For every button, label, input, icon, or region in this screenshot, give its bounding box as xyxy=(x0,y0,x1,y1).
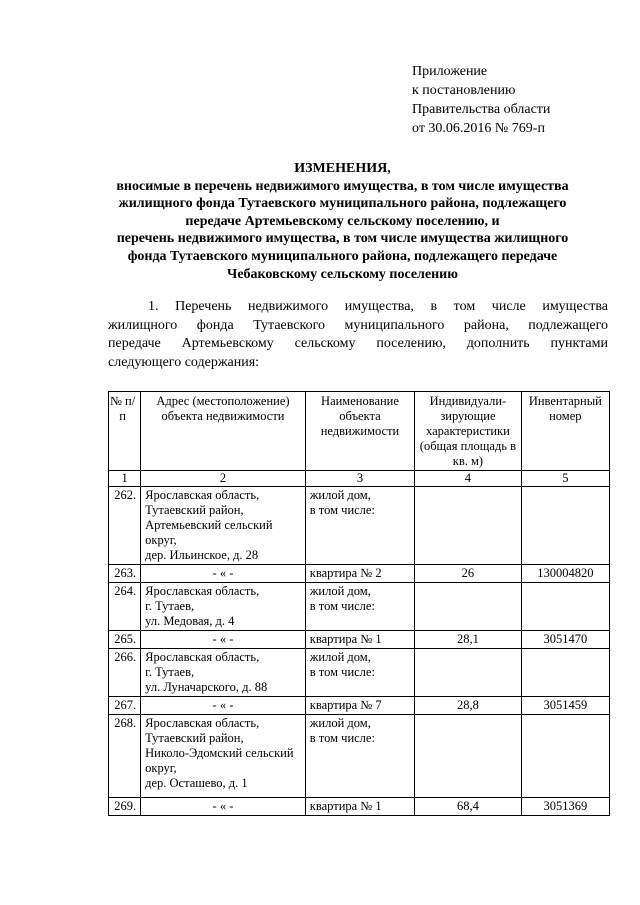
appendix-line: к постановлению xyxy=(412,83,516,98)
address-line: Ярославская область, xyxy=(145,488,260,502)
row-number: 267. xyxy=(109,697,141,715)
row-address-ditto: - « - xyxy=(141,631,306,649)
row-address xyxy=(141,715,306,798)
address-line: Ярославская область, xyxy=(145,584,260,598)
title-line: жилищного фонда Тутаевского муниципального района, подлежащего xyxy=(118,196,567,212)
title-line: перечень недвижимого имущества, в том числе имущества жилищного xyxy=(116,231,569,247)
row-inventory: 3051459 xyxy=(521,697,609,715)
address-line: Ярославская область, xyxy=(145,650,260,664)
table-row xyxy=(109,565,610,583)
address-line: Тутаевский район, xyxy=(145,731,244,745)
paragraph-line: 1. Перечень недвижимого имущества, в том числе имущества xyxy=(148,299,608,314)
address-line: округ, xyxy=(145,761,177,775)
row-address-ditto: - « - xyxy=(141,697,306,715)
row-object-name: квартира № 1 xyxy=(305,631,414,649)
row-object-name: квартира № 7 xyxy=(305,697,414,715)
header-name: Наименование объекта недвижимости xyxy=(305,392,414,471)
appendix-line: от 30.06.2016 № 769-п xyxy=(412,121,545,136)
row-number: 268. xyxy=(109,715,141,798)
row-area: 28,8 xyxy=(415,697,521,715)
title-line: вносимые в перечень недвижимого имущества, в том числе имущества xyxy=(116,178,569,194)
address-line: округ, xyxy=(145,533,177,547)
row-number: 264. xyxy=(109,583,141,631)
column-number: 1 xyxy=(109,471,141,487)
object-name-line: в том числе: xyxy=(309,665,375,679)
object-name-line: жилой дом, xyxy=(309,584,371,598)
table-row xyxy=(109,583,610,631)
row-object-name: квартира № 2 xyxy=(305,565,414,583)
address-line: дер. Осташево, д. 1 xyxy=(145,776,248,790)
row-inventory: 3051369 xyxy=(521,798,609,816)
column-number: 4 xyxy=(415,471,521,487)
row-area xyxy=(415,583,521,631)
row-address xyxy=(141,583,306,631)
title-line: фонда Тутаевского муниципального района, подлежащего передаче xyxy=(127,248,558,264)
appendix-line: Правительства области xyxy=(412,102,551,117)
title-line: ИЗМЕНЕНИЯ, xyxy=(294,161,391,176)
address-line: Артемьевский сельский xyxy=(145,518,273,532)
object-name-line: в том числе: xyxy=(309,731,375,745)
row-address xyxy=(141,487,306,565)
address-line: ул. Медовая, д. 4 xyxy=(145,614,235,628)
object-name-line: в том числе: xyxy=(309,599,375,613)
row-object-name xyxy=(305,487,414,565)
column-number-row xyxy=(109,471,610,487)
paragraph-line: следующего содержания: xyxy=(108,354,260,370)
table-row xyxy=(109,649,610,697)
address-line: Николо-Эдомский сельский xyxy=(145,746,294,760)
address-line: ул. Луначарского, д. 88 xyxy=(145,680,268,694)
appendix-block xyxy=(412,62,550,138)
property-table xyxy=(108,391,610,816)
appendix-line: Приложение xyxy=(412,64,488,79)
row-inventory: 130004820 xyxy=(521,565,609,583)
table-row xyxy=(109,715,610,798)
column-number: 3 xyxy=(305,471,414,487)
header-inventory: Инвентарный номер xyxy=(521,392,609,471)
table-row xyxy=(109,798,610,816)
row-address xyxy=(141,649,306,697)
address-line: Тутаевский район, xyxy=(145,503,244,517)
row-area xyxy=(415,715,521,798)
row-area: 68,4 xyxy=(415,798,521,816)
paragraph-line: передаче Артемьевскому сельскому поселению, дополнить пунктами xyxy=(108,336,608,351)
row-inventory xyxy=(521,715,609,798)
body-paragraph xyxy=(108,298,608,372)
row-inventory xyxy=(521,649,609,697)
object-name-line: жилой дом, xyxy=(309,488,371,502)
header-number: № п/п xyxy=(109,392,141,471)
row-number: 265. xyxy=(109,631,141,649)
row-number: 262. xyxy=(109,487,141,565)
column-number: 2 xyxy=(141,471,306,487)
row-object-name: квартира № 1 xyxy=(305,798,414,816)
row-number: 266. xyxy=(109,649,141,697)
header-characteristics: Индивидуали-зирующие характеристики (общая площадь в кв. м) xyxy=(415,392,521,471)
row-number: 269. xyxy=(109,798,141,816)
object-name-line: жилой дом, xyxy=(309,650,371,664)
paragraph-line: жилищного фонда Тутаевского муниципального района, подлежащего xyxy=(108,317,608,333)
title-line: Чебаковскому сельскому поселению xyxy=(227,266,458,282)
table-row xyxy=(109,631,610,649)
row-address-ditto: - « - xyxy=(141,565,306,583)
title-line: передаче Артемьевскому сельскому поселению, и xyxy=(185,213,500,229)
row-area: 26 xyxy=(415,565,521,583)
address-line: г. Тутаев, xyxy=(145,599,195,613)
row-area xyxy=(415,649,521,697)
header-address: Адрес (местоположение) объекта недвижимости xyxy=(141,392,306,471)
row-object-name xyxy=(305,583,414,631)
object-name-line: в том числе: xyxy=(309,503,375,517)
table-row xyxy=(109,697,610,715)
address-line: Ярославская область, xyxy=(145,716,260,730)
object-name-line: жилой дом, xyxy=(309,716,371,730)
row-area xyxy=(415,487,521,565)
address-line: г. Тутаев, xyxy=(145,665,195,679)
row-inventory: 3051470 xyxy=(521,631,609,649)
address-line: дер. Ильинское, д. 28 xyxy=(145,548,259,562)
row-area: 28,1 xyxy=(415,631,521,649)
row-object-name xyxy=(305,649,414,697)
row-object-name xyxy=(305,715,414,798)
table-header-row xyxy=(109,392,610,471)
row-address-ditto: - « - xyxy=(141,798,306,816)
document-title xyxy=(70,160,615,283)
table-row xyxy=(109,487,610,565)
column-number: 5 xyxy=(521,471,609,487)
row-number: 263. xyxy=(109,565,141,583)
row-inventory xyxy=(521,583,609,631)
row-inventory xyxy=(521,487,609,565)
